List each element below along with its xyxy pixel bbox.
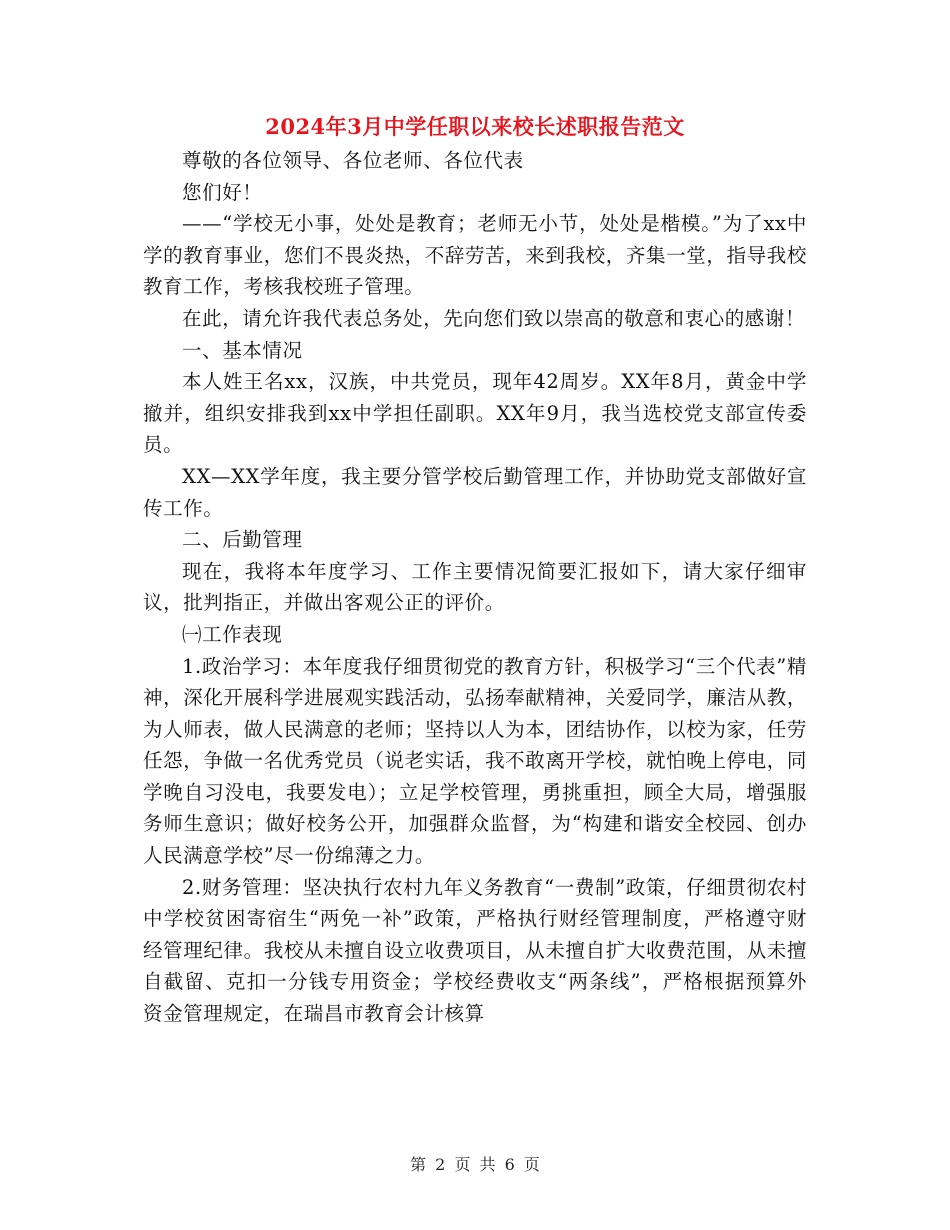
document-body [143,145,807,1030]
paragraph: 1.政治学习：本年度我仔细贯彻党的教育方针，积极学习“三个代表”精神，深化开展科学进展观实践活动，弘扬奉献精神，关爱同学，廉洁从教，为人师表，做人民满意的老师；坚持以人为本，团结协作，以校为家，任劳任怨，争做一名优秀党员（说老实话，我不敢离开学校，就怕晚上停电，同学晚自习没电，我要发电）；立足学校管理，勇挑重担，顾全大局，增强服务师生意识；做好校务公开，加强群众监督，为“构建和谐安全校园、创办人民满意学校”尽一份绵薄之力。 [143,654,807,868]
salutation: 尊敬的各位领导、各位老师、各位代表 [182,149,524,172]
paragraph: XX—XX学年度，我主要分管学校后勤管理工作，并协助党支部做好宣传工作。 [143,464,807,520]
paragraph: 2.财务管理：坚决执行农村九年义务教育“一费制”政策，仔细贯彻农村中学校贫困寄宿生“两免一补”政策，严格执行财经管理制度，严格遵守财经管理纪律。我校从未擅自设立收费项目，从未擅自扩大收费范围，从未擅自截留、克扣一分钱专用资金；学校经费收支“两条线”，严格根据预算外资金管理规定，在瑞昌市教育会计核算 [143,875,807,1026]
section-heading: 二、后勤管理 [182,528,303,552]
paragraph: 本人姓王名xx，汉族，中共党员，现年42周岁。XX年8月，黄金中学撤并，组织安排我到xx中学担任副职。XX年9月，我当选校党支部宣传委员。 [143,370,807,457]
page-footer: 第 2 页 共 6 页 [410,1155,540,1174]
paragraph: 在此，请允许我代表总务处，先向您们致以崇高的敬意和衷心的感谢！ [182,306,806,330]
section-heading: 一、基本情况 [182,338,303,362]
greeting: 您们好！ [182,180,263,204]
subsection-heading: ㈠工作表现 [182,622,283,646]
page-title: 2024年3月中学任职以来校长述职报告范文 [265,114,685,139]
paragraph: 现在，我将本年度学习、工作主要情况简要汇报如下，请大家仔细审议，批判指正，并做出客观公正的评价。 [143,559,807,615]
paragraph: ——“学校无小事，处处是教育；老师无小节，处处是楷模。”为了xx中学的教育事业，您们不畏炎热，不辞劳苦，来到我校，齐集一堂，指导我校教育工作，考核我校班子管理。 [143,212,807,299]
